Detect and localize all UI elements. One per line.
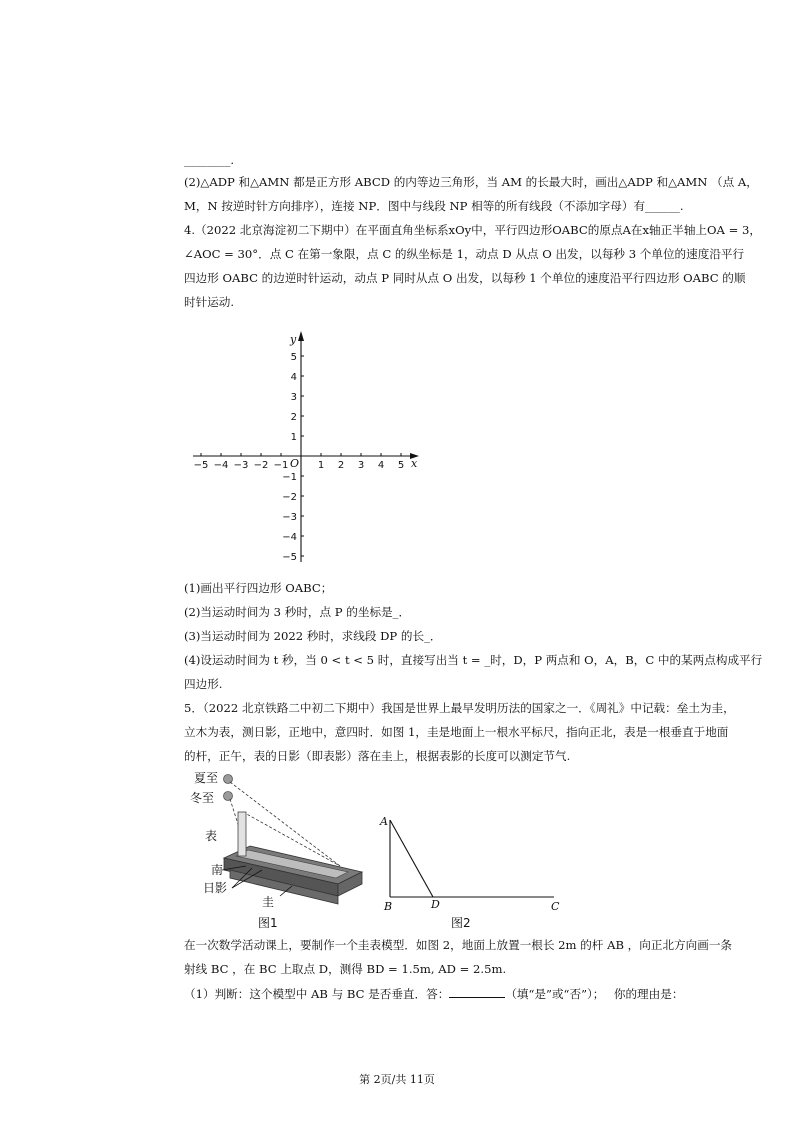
question-5-part-1 [184, 985, 683, 1002]
x-tick-label: −2 [253, 460, 269, 471]
y-axis-label: y [290, 333, 297, 346]
question-4-part-4-line2: 四边形. [184, 677, 223, 691]
question-4-part-4-line1: (4)设运动时间为 t 秒，当 0 < t < 5 时，直接写出当 t = _时，D，P 两点和 O，A，B，C 中的某两点构成平行 [184, 653, 763, 667]
x-tick-label: 5 [397, 460, 405, 471]
gnomon-label: 表 [205, 829, 218, 843]
origin-label: O [290, 457, 300, 470]
x-tick-label: 4 [377, 460, 385, 471]
gnomon-pillar [238, 812, 246, 856]
x-tick-label: −1 [273, 460, 289, 471]
answer-blank-line: ________. [184, 153, 235, 167]
answer-blank[interactable] [449, 985, 505, 998]
figure-1-caption: 图1 [258, 916, 278, 930]
y-tick-label: 3 [290, 392, 297, 403]
y-tick-label: −2 [282, 492, 297, 503]
x-tick-label: −3 [233, 460, 249, 471]
y-axis-arrow [298, 331, 304, 341]
y-tick-label: −5 [282, 552, 297, 563]
figure-2-caption: 图2 [451, 916, 471, 930]
summer-sun-icon [224, 775, 233, 784]
question-5-line5: 射线 BC ，在 BC 上取点 D，测得 BD = 1.5m, AD = 2.5m. [184, 962, 507, 976]
question-3-part-2-line1: (2)△ADP 和△AMN 都是正方形 ABCD 的内等边三角形，当 AM 的长最大时，画出△ADP 和△AMN （点 A， [184, 175, 758, 189]
question-4-line4: 时针运动. [184, 295, 235, 309]
question-4-line1: 4.（2022 北京海淀初二下期中）在平面直角坐标系xOy中，平行四边形OABC的原点A在x轴正半轴上OA = 3， [184, 223, 761, 237]
question-4-line2: ∠AOC = 30°．点 C 在第一象限，点 C 的纵坐标是 1，动点 D 从点 O 出发，以每秒 3 个单位的速度沿平行 [184, 247, 745, 261]
question-5-line1: 5．（2022 北京铁路二中初二下期中）我国是世界上最早发明历法的国家之一．《周礼》中记载：垒土为圭， [184, 701, 735, 715]
y-tick-label: −1 [282, 472, 297, 483]
south-label: 南 [211, 863, 224, 877]
segment-ad [390, 820, 433, 897]
x-axis-label: x [411, 457, 418, 470]
y-tick-label: 4 [290, 372, 297, 383]
question-4-part-3: (3)当运动时间为 2022 秒时，求线段 DP 的长_． [184, 629, 442, 643]
shadow-label: 日影 [203, 881, 228, 895]
question-5-part-1-suffix: （填“是”或“否”）； 你的理由是： [505, 987, 684, 1001]
question-4-part-2: (2)当运动时间为 3 秒时，点 P 的坐标是_． [184, 605, 411, 619]
gui-label: 圭 [262, 895, 275, 909]
question-5-part-1-prefix: （1）判断：这个模型中 AB 与 BC 是否垂直．答： [184, 987, 450, 1001]
x-tick-label: −4 [213, 460, 229, 471]
y-tick-label: 1 [290, 432, 297, 443]
point-c-label: C [551, 900, 560, 913]
y-tick-label: −4 [282, 532, 297, 543]
y-tick-label: 5 [290, 352, 297, 363]
x-tick-label: 3 [357, 460, 365, 471]
x-tick-label: −5 [193, 460, 209, 471]
question-4-part-1: (1)画出平行四边形 OABC； [184, 581, 333, 595]
x-tick-label: 2 [337, 460, 345, 471]
coordinate-plane [190, 328, 420, 564]
figure-1-gnomon [190, 768, 370, 932]
x-tick-label: 1 [317, 460, 325, 471]
page-footer: 第 2页/共 11页 [359, 1073, 435, 1086]
point-b-label: B [384, 900, 393, 913]
figure-2-triangle [380, 812, 566, 932]
summer-solstice-label: 夏至 [194, 771, 219, 785]
question-5-line2: 立木为表，测日影，正地中，意四时．如图 1，圭是地面上一根水平标尺，指向正北，表是一根垂直于地面 [184, 725, 729, 739]
point-d-label: D [431, 898, 440, 911]
point-a-label: A [380, 815, 388, 828]
y-tick-label: −3 [282, 512, 297, 523]
question-5-line4: 在一次数学活动课上，要制作一个圭表模型．如图 2，地面上放置一根长 2m 的杆 AB ，向正北方向画一条 [184, 938, 733, 952]
winter-sun-icon [224, 792, 233, 801]
question-3-part-2-line2: M，N 按逆时针方向排序），连接 NP．图中与线段 NP 相等的所有线段（不添加字母）有______. [184, 199, 684, 213]
question-5-line3: 的杆，正午，表的日影（即表影）落在圭上，根据表影的长度可以测定节气. [184, 749, 571, 763]
y-tick-label: 2 [290, 412, 297, 423]
question-4-line3: 四边形 OABC 的边逆时针运动，动点 P 同时从点 O 出发，以每秒 1 个单位的速度沿平行四边形 OABC 的顺 [184, 271, 746, 285]
winter-solstice-label: 冬至 [190, 791, 215, 805]
